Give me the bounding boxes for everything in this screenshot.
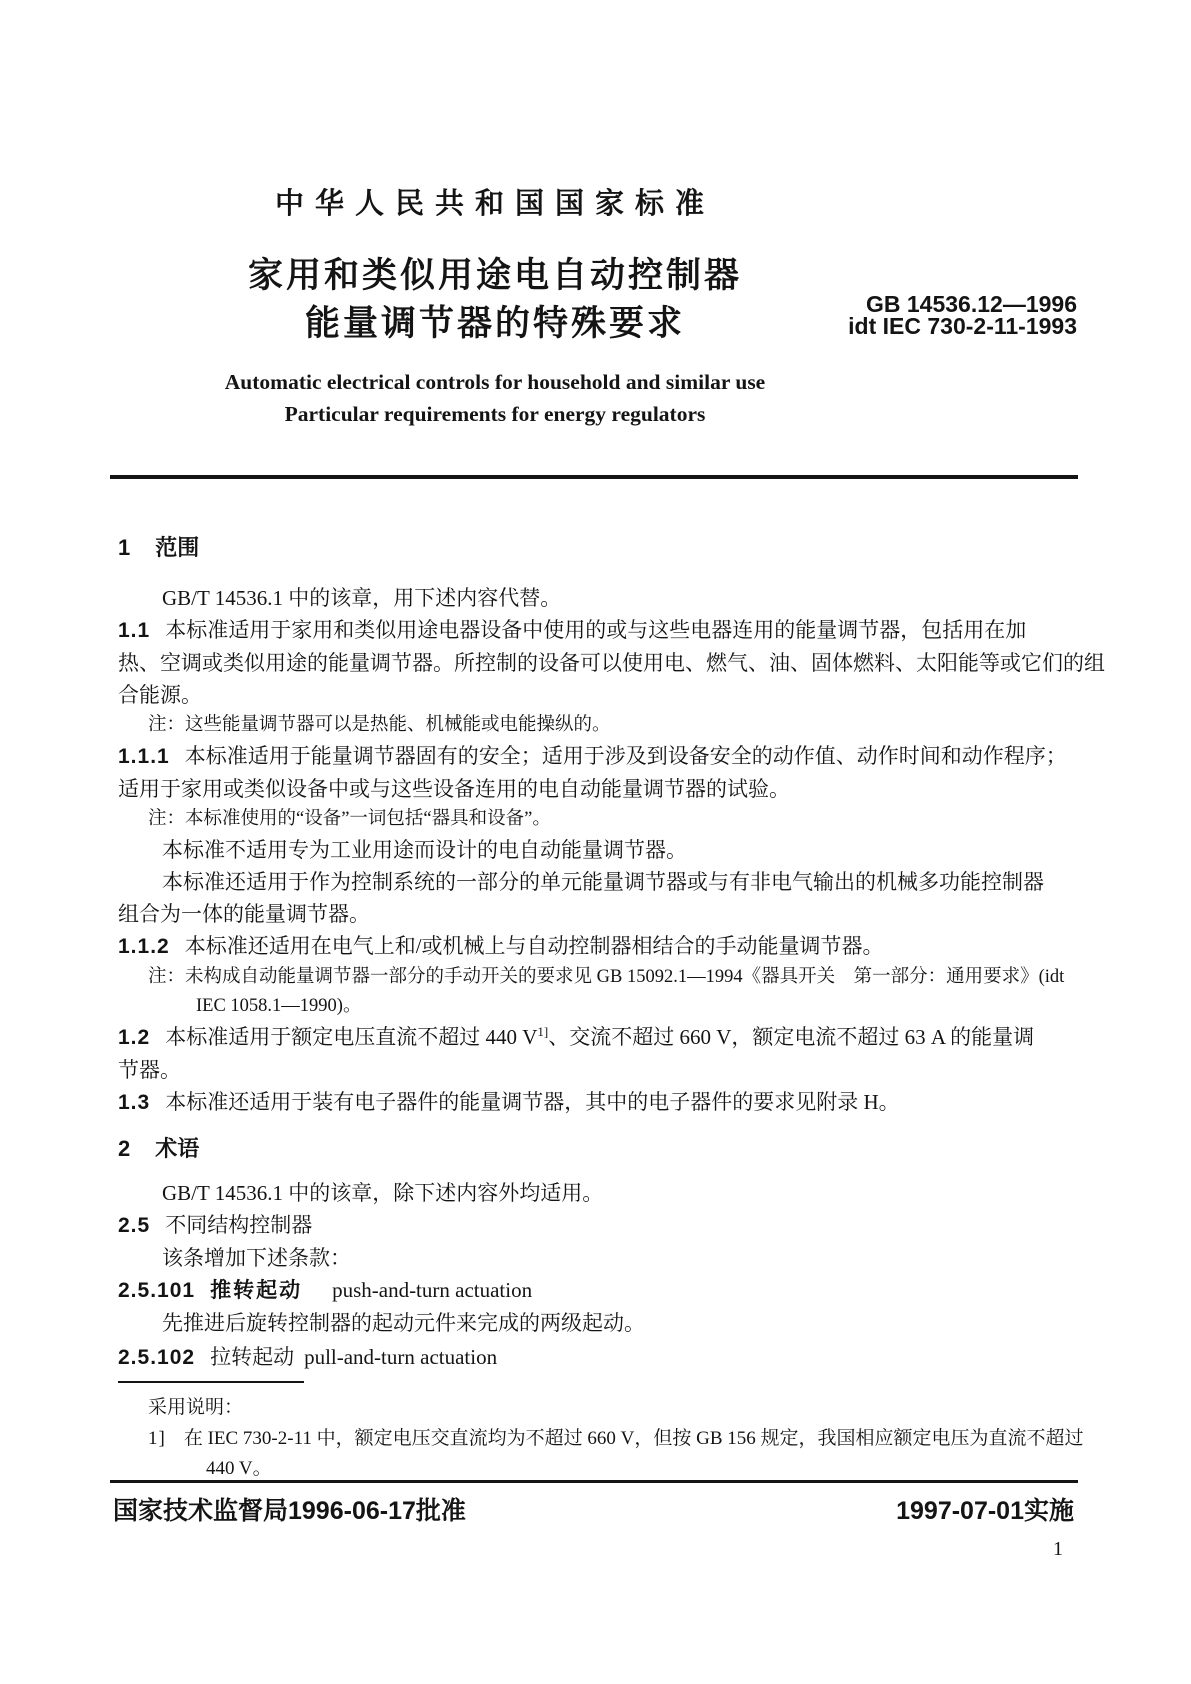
body-line — [118, 1242, 1062, 1274]
standard-title-cn-line2: 能量调节器的特殊要求 — [304, 304, 685, 343]
body-line — [118, 1086, 1062, 1119]
body-line — [118, 1274, 1062, 1307]
cn: 拉转起动 — [210, 1345, 295, 1369]
num: 1.3 — [118, 1091, 151, 1114]
footnote-marker: 1] — [537, 1024, 549, 1039]
num: 1.1.1 — [118, 745, 170, 768]
body-line — [118, 614, 1062, 647]
line-text: 440 V。 — [206, 1458, 272, 1479]
line-text: 不同结构控制器 — [165, 1213, 313, 1237]
line-text: 本标准还适用于作为控制系统的一部分的单元能量调节器或与有非电气输出的机械多功能控制器 — [162, 870, 1044, 894]
line-text: 先推进后旋转控制器的起动元件来完成的两级起动。 — [162, 1311, 645, 1335]
line-text: 节器。 — [118, 1058, 181, 1082]
implementation-statement: 1997-07-01实施 — [896, 1497, 1074, 1525]
line-text: 本标准适用于家用和类似用途电器设备中使用的或与这些电器连用的能量调节器，包括用在加 — [165, 618, 1027, 642]
line-text: 本标准还适用在电气上和/或机械上与自动控制器相结合的手动能量调节器。 — [184, 934, 884, 958]
body-line — [118, 930, 1062, 963]
body-line — [118, 866, 1062, 898]
body-line — [118, 963, 1065, 992]
body-line — [118, 1393, 1062, 1423]
num: 2.5 — [118, 1214, 151, 1237]
num: 1.1.2 — [118, 935, 170, 958]
idt-iec-number: idt IEC 730-2-11-1993 — [848, 313, 1077, 339]
num: 2 — [118, 1136, 132, 1161]
page-number: 1 — [1053, 1538, 1063, 1560]
line-text: 术语 — [155, 1136, 200, 1161]
section-heading — [118, 1133, 1062, 1165]
standard-title-cn — [110, 252, 880, 348]
standard-title-en-line1: Automatic electrical controls for household and similar use — [224, 370, 766, 394]
national-standard-header: 中华人民共和国国家标准 — [274, 188, 715, 220]
body-line — [118, 711, 1062, 740]
line-text: 注：本标准使用的“设备”一词包括“器具和设备”。 — [148, 809, 551, 829]
header-divider-rule — [110, 475, 1078, 479]
body-line — [118, 992, 1062, 1021]
gb-number: GB 14536.12—1996 — [866, 291, 1077, 317]
line-text: 该条增加下述条款： — [162, 1246, 351, 1270]
body-line — [118, 647, 1105, 679]
standard-title-en-line2: Particular requirements for energy regulators — [284, 402, 706, 426]
num: 2.5.102 — [118, 1346, 196, 1369]
line-text: GB/T 14536.1 中的该章，除下述内容外均适用。 — [162, 1181, 604, 1205]
line-text: 热、空调或类似用途的能量调节器。所控制的设备可以使用电、燃气、油、固体燃料、太阳能等或它们的组 — [118, 651, 1105, 675]
body-line — [118, 1339, 1062, 1383]
line-text: 、交流不超过 660 V，额定电流不超过 63 A 的能量调 — [548, 1025, 1035, 1049]
section-heading — [118, 532, 1062, 564]
line-text: 本标准还适用于装有电子器件的能量调节器，其中的电子器件的要求见附录 H。 — [165, 1090, 900, 1114]
body-line — [118, 582, 1062, 614]
line-text: 在 IEC 730-2-11 中，额定电压交直流均为不超过 660 V，但按 GB 156 规定，我国相应额定电压为直流不超过 — [183, 1428, 1084, 1449]
body-line — [118, 1021, 1062, 1054]
line-text: GB/T 14536.1 中的该章，用下述内容代替。 — [162, 586, 562, 610]
line-text: 组合为一体的能量调节器。 — [118, 902, 370, 926]
footer-divider-rule — [110, 1480, 1078, 1483]
standard-number-block — [848, 293, 1077, 337]
line-text: 适用于家用或类似设备中或与这些设备连用的电自动能量调节器的试验。 — [118, 777, 790, 801]
underlined-term-label — [118, 1339, 304, 1383]
line-text: 范围 — [155, 535, 200, 560]
body-line — [118, 740, 1067, 773]
body-line — [118, 1307, 1062, 1339]
num: 1.2 — [118, 1026, 151, 1049]
body-line — [118, 1177, 1062, 1209]
body-line — [118, 679, 1062, 711]
body-line — [118, 805, 1062, 834]
line-text: 注：未构成自动能量调节器一部分的手动开关的要求见 GB 15092.1—1994《器具开关 第一部分：通用要求》(idt — [148, 967, 1065, 987]
approval-statement: 国家技术监督局1996-06-17批准 — [113, 1497, 466, 1525]
line-text: 注：这些能量调节器可以是热能、机械能或电能操纵的。 — [148, 715, 611, 735]
num: 1.1 — [118, 619, 151, 642]
body-line — [118, 1054, 1062, 1086]
body-line — [118, 773, 1062, 805]
line-text: 本标准不适用专为工业用途而设计的电自动能量调节器。 — [162, 838, 687, 862]
body-line — [118, 834, 1062, 866]
num: 1] — [148, 1428, 166, 1449]
line-text: 本标准适用于能量调节器固有的安全；适用于涉及到设备安全的动作值、动作时间和动作程序； — [184, 744, 1067, 768]
cn: 推转起动 — [210, 1279, 303, 1302]
body-line — [118, 898, 1062, 930]
line-text: 合能源。 — [118, 683, 202, 707]
en: push-and-turn actuation — [332, 1278, 533, 1302]
body-line — [118, 1209, 1062, 1242]
body-lines — [118, 532, 1105, 1484]
num: 2.5.101 — [118, 1279, 196, 1302]
line-text: 本标准适用于额定电压直流不超过 440 V — [165, 1025, 538, 1049]
standard-title-en — [110, 366, 880, 430]
num: 1 — [118, 535, 132, 560]
standard-title-cn-line1: 家用和类似用途电自动控制器 — [247, 256, 742, 295]
line-text: 采用说明： — [148, 1397, 244, 1418]
line-text: IEC 1058.1—1990)。 — [196, 996, 362, 1016]
body-line — [118, 1423, 1084, 1454]
en: pull-and-turn actuation — [304, 1345, 498, 1369]
